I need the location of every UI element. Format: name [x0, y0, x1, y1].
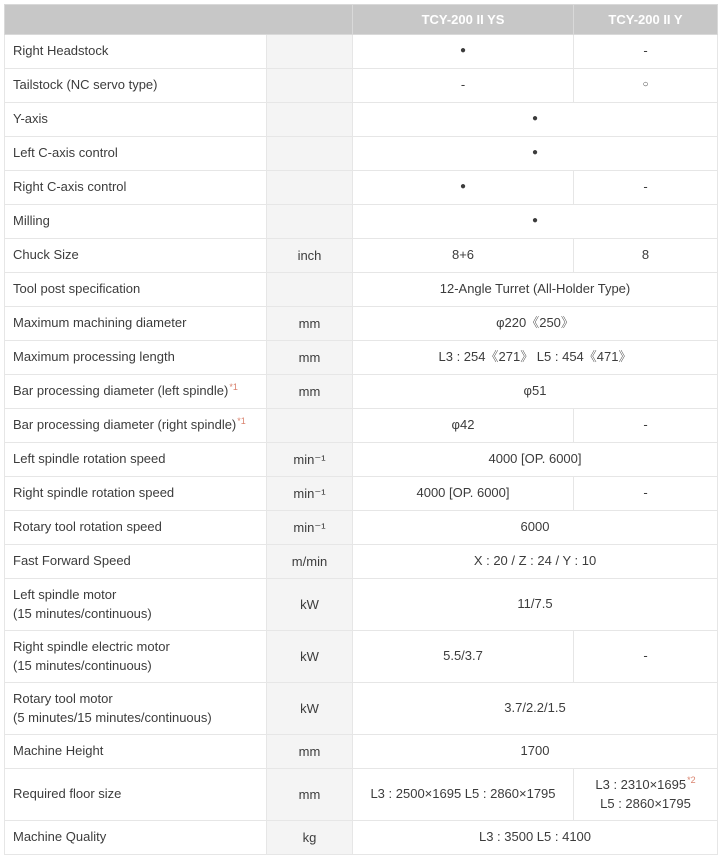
- spec-row-tailstock: [5, 69, 718, 103]
- row-label: Left C-axis control: [5, 137, 267, 171]
- header-row: [5, 5, 718, 35]
- row-label: Right spindle rotation speed: [5, 477, 267, 511]
- value-ys-cell: ●: [353, 35, 574, 69]
- row-label: Tool post specification: [5, 273, 267, 307]
- value-span-cell: 6000: [353, 511, 718, 545]
- row-label: Chuck Size: [5, 239, 267, 273]
- unit-cell: kW: [267, 579, 353, 631]
- value-y-cell: -: [574, 477, 718, 511]
- row-label: [5, 579, 267, 631]
- row-label: Maximum machining diameter: [5, 307, 267, 341]
- row-label: Tailstock (NC servo type): [5, 69, 267, 103]
- spec-row-chuck-size: [5, 239, 718, 273]
- spec-row-y-axis: [5, 103, 718, 137]
- value-span-cell: 12-Angle Turret (All-Holder Type): [353, 273, 718, 307]
- spec-row-right-headstock: [5, 35, 718, 69]
- unit-cell: [267, 35, 353, 69]
- spec-row-right-spindle-speed: [5, 477, 718, 511]
- value-y-cell: -: [574, 409, 718, 443]
- spec-row-left-spindle-motor: [5, 579, 718, 631]
- unit-cell: kW: [267, 683, 353, 735]
- footnote-marker: *1: [229, 381, 238, 392]
- value-span-cell: 11/7.5: [353, 579, 718, 631]
- spec-row-machine-quality: [5, 821, 718, 855]
- row-label: [5, 683, 267, 735]
- floor-size-l3: L3 : 2310×1695: [595, 776, 687, 792]
- unit-cell: m/min: [267, 545, 353, 579]
- unit-cell: mm: [267, 341, 353, 375]
- spec-row-right-c-axis: [5, 171, 718, 205]
- spec-row-bar-diameter-right: [5, 409, 718, 443]
- unit-cell: min⁻¹: [267, 477, 353, 511]
- unit-cell: [267, 409, 353, 443]
- spec-row-required-floor-size: [5, 769, 718, 821]
- value-ys-cell: 8+6: [353, 239, 574, 273]
- spec-row-max-processing-length: [5, 341, 718, 375]
- value-y-cell: -: [574, 171, 718, 205]
- machine-spec-table: [4, 4, 718, 855]
- value-span-cell: L3 : 254《271》 L5 : 454《471》: [353, 341, 718, 375]
- spec-row-rotary-tool-motor: [5, 683, 718, 735]
- row-label-text: Bar processing diameter (right spindle): [13, 417, 237, 433]
- row-label-line2: (5 minutes/15 minutes/continuous): [13, 709, 212, 725]
- value-y-cell: ○: [574, 69, 718, 103]
- spec-row-rotary-tool-speed: [5, 511, 718, 545]
- row-label: Machine Height: [5, 735, 267, 769]
- model-header-y: TCY-200 II Y: [574, 5, 718, 35]
- row-label-text: Bar processing diameter (left spindle): [13, 383, 229, 399]
- spec-row-tool-post: [5, 273, 718, 307]
- unit-cell: [267, 137, 353, 171]
- row-label: Machine Quality: [5, 821, 267, 855]
- spec-row-bar-diameter-left: [5, 375, 718, 409]
- unit-cell: [267, 205, 353, 239]
- row-label-line1: Left spindle motor: [13, 586, 117, 602]
- value-y-cell: [574, 769, 718, 821]
- value-y-cell: -: [574, 631, 718, 683]
- value-y-cell: 8: [574, 239, 718, 273]
- unit-cell: [267, 69, 353, 103]
- unit-cell: kg: [267, 821, 353, 855]
- row-label: Y-axis: [5, 103, 267, 137]
- spec-row-max-machining-diameter: [5, 307, 718, 341]
- value-ys-cell: 4000 [OP. 6000]: [353, 477, 574, 511]
- spec-row-left-spindle-speed: [5, 443, 718, 477]
- row-label: [5, 409, 267, 443]
- floor-size-l5: L5 : 2860×1795: [600, 795, 691, 811]
- unit-cell: mm: [267, 307, 353, 341]
- unit-cell: [267, 103, 353, 137]
- value-span-cell: 4000 [OP. 6000]: [353, 443, 718, 477]
- unit-cell: [267, 171, 353, 205]
- value-span-cell: 3.7/2.2/1.5: [353, 683, 718, 735]
- value-span-cell: φ220《250》: [353, 307, 718, 341]
- footnote-marker: *1: [237, 415, 246, 426]
- unit-cell: mm: [267, 769, 353, 821]
- value-ys-cell: 5.5/3.7: [353, 631, 574, 683]
- unit-cell: mm: [267, 375, 353, 409]
- row-label: [5, 375, 267, 409]
- unit-cell: min⁻¹: [267, 443, 353, 477]
- unit-cell: inch: [267, 239, 353, 273]
- unit-cell: min⁻¹: [267, 511, 353, 545]
- spec-row-fast-forward-speed: [5, 545, 718, 579]
- row-label: Right C-axis control: [5, 171, 267, 205]
- unit-cell: kW: [267, 631, 353, 683]
- row-label-line1: Rotary tool motor: [13, 690, 113, 706]
- value-y-cell: -: [574, 35, 718, 69]
- row-label: Rotary tool rotation speed: [5, 511, 267, 545]
- value-ys-cell: -: [353, 69, 574, 103]
- value-ys-cell: φ42: [353, 409, 574, 443]
- spec-row-machine-height: [5, 735, 718, 769]
- spec-row-right-spindle-motor: [5, 631, 718, 683]
- header-spacer: [5, 5, 353, 35]
- footnote-marker: *2: [687, 775, 696, 786]
- spec-row-left-c-axis: [5, 137, 718, 171]
- spec-row-milling: [5, 205, 718, 239]
- value-span-cell: ●: [353, 103, 718, 137]
- row-label-line2: (15 minutes/continuous): [13, 605, 152, 621]
- value-span-cell: 1700: [353, 735, 718, 769]
- value-span-cell: X : 20 / Z : 24 / Y : 10: [353, 545, 718, 579]
- row-label: Fast Forward Speed: [5, 545, 267, 579]
- row-label-line2: (15 minutes/continuous): [13, 657, 152, 673]
- row-label-line1: Right spindle electric motor: [13, 638, 170, 654]
- value-span-cell: L3 : 3500 L5 : 4100: [353, 821, 718, 855]
- row-label: Milling: [5, 205, 267, 239]
- value-span-cell: φ51: [353, 375, 718, 409]
- model-header-ys: TCY-200 II YS: [353, 5, 574, 35]
- row-label: Left spindle rotation speed: [5, 443, 267, 477]
- row-label: Required floor size: [5, 769, 267, 821]
- value-ys-cell: L3 : 2500×1695 L5 : 2860×1795: [353, 769, 574, 821]
- unit-cell: mm: [267, 735, 353, 769]
- row-label: [5, 631, 267, 683]
- value-span-cell: ●: [353, 205, 718, 239]
- value-ys-cell: ●: [353, 171, 574, 205]
- value-span-cell: ●: [353, 137, 718, 171]
- row-label: Right Headstock: [5, 35, 267, 69]
- unit-cell: [267, 273, 353, 307]
- row-label: Maximum processing length: [5, 341, 267, 375]
